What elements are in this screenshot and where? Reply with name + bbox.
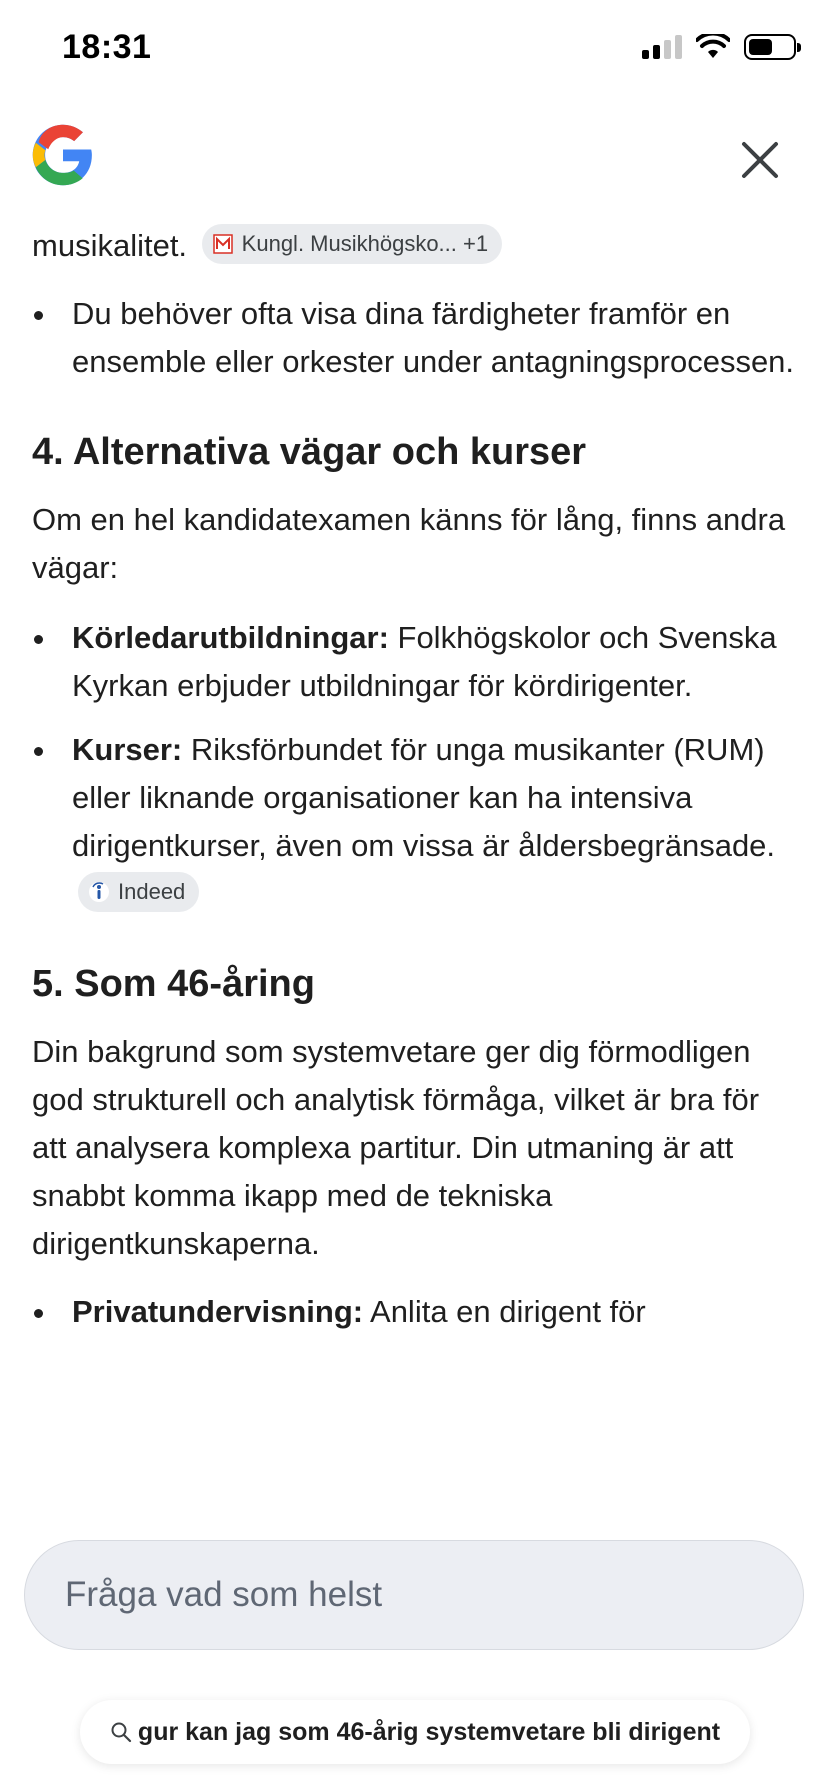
list-item (32, 1288, 802, 1336)
paragraph-text: musikalitet. (32, 228, 188, 263)
google-g-icon[interactable] (30, 122, 96, 188)
ask-input[interactable] (24, 1540, 804, 1650)
paragraph-musikalitet (32, 222, 802, 270)
section-4-heading: 4. Alternativa vägar och kurser (32, 431, 587, 473)
list-item-label: Kurser: (72, 732, 183, 767)
section-5-heading: 5. Som 46-åring (32, 963, 315, 1005)
list-item-text: Anlita en dirigent för (363, 1294, 646, 1329)
bullet-list-3 (32, 1288, 802, 1336)
close-icon[interactable] (738, 138, 782, 182)
ask-input-placeholder: Fråga vad som helst (65, 1575, 383, 1614)
source-chip-label: Indeed (118, 878, 186, 904)
source-chip-indeed[interactable] (78, 872, 199, 912)
answer-content (32, 222, 802, 1336)
section-5-text: Din bakgrund som systemvetare ger dig förmodligen god strukturell och analytisk förmåga, vilket är bra för att analysera komplexa partitur. Din utmaning är att snabbt komma ikapp med de tekniska dirigentkunskaperna. (32, 1034, 760, 1261)
list-item (32, 614, 802, 710)
header (0, 118, 828, 198)
kmh-icon (212, 233, 234, 255)
list-item-label: Privatundervisning: (72, 1294, 364, 1329)
source-chip-kmh[interactable] (202, 224, 502, 264)
status-bar (0, 0, 828, 100)
list-item-text: Riksförbundet för unga musikanter (RUM) eller liknande organisationer kan ha intensiva dirigentkurser, även om vissa är åldersbegränsade. (72, 732, 776, 863)
query-text: gur kan jag som 46-årig systemvetare bli dirigent (137, 1717, 721, 1746)
status-icons (642, 34, 796, 60)
list-item: Du behöver ofta visa dina färdigheter framför en ensemble eller orkester under antagningsprocessen. (32, 290, 802, 386)
query-pill[interactable] (80, 1700, 750, 1764)
status-time: 18:31 (62, 28, 152, 66)
wifi-icon (696, 34, 730, 60)
search-icon (110, 1721, 132, 1743)
list-item-text: Folkhögskolor och Svenska Kyrkan erbjuder utbildningar för kördirigenter. (72, 620, 777, 703)
battery-icon (744, 34, 796, 60)
bullet-list-2 (32, 614, 802, 918)
indeed-icon (88, 881, 110, 903)
section-4-intro: Om en hel kandidatexamen känns för lång, finns andra vägar: (32, 502, 786, 585)
source-chip-label: Kungl. Musikhögsko... +1 (241, 230, 489, 256)
list-item-label: Körledarutbildningar: (72, 620, 389, 655)
bullet-list-1 (32, 290, 802, 386)
list-item (32, 726, 802, 918)
cellular-signal-icon (642, 35, 682, 59)
